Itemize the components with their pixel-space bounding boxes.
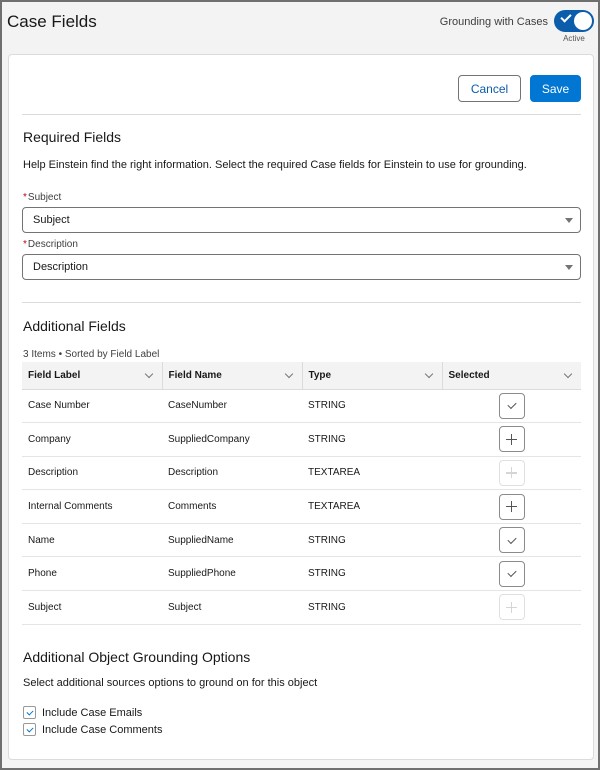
- column-header-field-name[interactable]: Field Name: [162, 362, 302, 389]
- table-row: [22, 423, 581, 457]
- required-marker: *: [23, 192, 27, 203]
- check-icon: [507, 400, 516, 409]
- additional-fields-title: Additional Fields: [23, 318, 126, 334]
- page-title: Case Fields: [7, 12, 97, 31]
- cell-type: STRING: [302, 591, 442, 625]
- add-field-button[interactable]: [499, 426, 525, 452]
- cell-name: SuppliedPhone: [162, 557, 302, 591]
- cell-label: Phone: [22, 557, 162, 591]
- divider: [22, 302, 581, 303]
- chevron-down-icon[interactable]: [424, 370, 432, 378]
- required-fields-title: Required Fields: [23, 129, 122, 145]
- cell-type: TEXTAREA: [302, 456, 442, 490]
- table-row: [22, 557, 581, 591]
- additional-fields-table: [22, 362, 581, 625]
- selected-toggle-button[interactable]: [499, 561, 525, 587]
- check-icon: [560, 11, 571, 22]
- cell-name: CaseNumber: [162, 389, 302, 423]
- include-case-comments-checkbox[interactable]: [23, 723, 36, 736]
- toggle-knob: [574, 12, 592, 30]
- cell-selected: [442, 523, 581, 557]
- table-row: [22, 490, 581, 524]
- include-case-emails-option[interactable]: Include Case Emails: [23, 706, 142, 719]
- chevron-down-icon[interactable]: [564, 370, 572, 378]
- save-button[interactable]: Save: [530, 75, 581, 102]
- chevron-down-icon[interactable]: [144, 370, 152, 378]
- description-select[interactable]: Description: [22, 254, 581, 280]
- cell-type: TEXTAREA: [302, 490, 442, 524]
- grounding-toggle-group: [440, 10, 594, 43]
- cell-label: Description: [22, 456, 162, 490]
- page-header: [2, 2, 598, 52]
- add-field-button: [499, 460, 525, 486]
- include-case-comments-option[interactable]: Include Case Comments: [23, 723, 162, 736]
- cancel-button[interactable]: Cancel: [458, 75, 521, 102]
- cell-type: STRING: [302, 389, 442, 423]
- cell-type: STRING: [302, 557, 442, 591]
- toggle-label: Grounding with Cases: [439, 16, 548, 28]
- plus-icon: [506, 602, 517, 613]
- subject-label: *Subject: [23, 192, 62, 203]
- toggle-state: Active: [563, 34, 585, 43]
- cell-label: Internal Comments: [22, 490, 162, 524]
- table-row: [22, 389, 581, 423]
- cell-type: STRING: [302, 523, 442, 557]
- cell-name: Subject: [162, 591, 302, 625]
- list-meta: 3 Items • Sorted by Field Label: [23, 349, 160, 360]
- grounding-help-text: Select additional sources options to ground on for this object: [23, 677, 318, 689]
- column-header-selected[interactable]: Selected: [442, 362, 581, 389]
- grounding-toggle[interactable]: [554, 10, 594, 32]
- plus-icon: [506, 501, 517, 512]
- cell-selected: [442, 389, 581, 423]
- column-header-type[interactable]: Type: [302, 362, 442, 389]
- cell-name: SuppliedName: [162, 523, 302, 557]
- subject-select[interactable]: Subject: [22, 207, 581, 233]
- cell-label: Case Number: [22, 389, 162, 423]
- plus-icon: [506, 434, 517, 445]
- description-label: *Description: [23, 239, 78, 250]
- plus-icon: [506, 467, 517, 478]
- cell-selected: [442, 490, 581, 524]
- column-header-field-label[interactable]: Field Label: [22, 362, 162, 389]
- chevron-down-icon[interactable]: [284, 370, 292, 378]
- selected-toggle-button[interactable]: [499, 527, 525, 553]
- cell-selected: [442, 456, 581, 490]
- cell-selected: [442, 591, 581, 625]
- cell-selected: [442, 557, 581, 591]
- cell-type: STRING: [302, 423, 442, 457]
- cell-label: Company: [22, 423, 162, 457]
- caret-down-icon: [565, 218, 573, 223]
- check-icon: [507, 535, 516, 544]
- include-case-emails-checkbox[interactable]: [23, 706, 36, 719]
- table-row: [22, 523, 581, 557]
- caret-down-icon: [565, 265, 573, 270]
- table-row: [22, 456, 581, 490]
- check-icon: [507, 568, 516, 577]
- required-marker: *: [23, 239, 27, 250]
- add-field-button[interactable]: [499, 494, 525, 520]
- cell-selected: [442, 423, 581, 457]
- cell-label: Name: [22, 523, 162, 557]
- grounding-options-title: Additional Object Grounding Options: [23, 649, 251, 665]
- add-field-button: [499, 594, 525, 620]
- cell-name: Comments: [162, 490, 302, 524]
- settings-card: [8, 54, 594, 760]
- cell-name: SuppliedCompany: [162, 423, 302, 457]
- table-row: [22, 591, 581, 625]
- cell-label: Subject: [22, 591, 162, 625]
- cell-name: Description: [162, 456, 302, 490]
- divider: [22, 114, 581, 115]
- selected-toggle-button[interactable]: [499, 393, 525, 419]
- required-help-text: Help Einstein find the right information. Select the required Case fields for Einstein to use for grounding.: [23, 159, 527, 171]
